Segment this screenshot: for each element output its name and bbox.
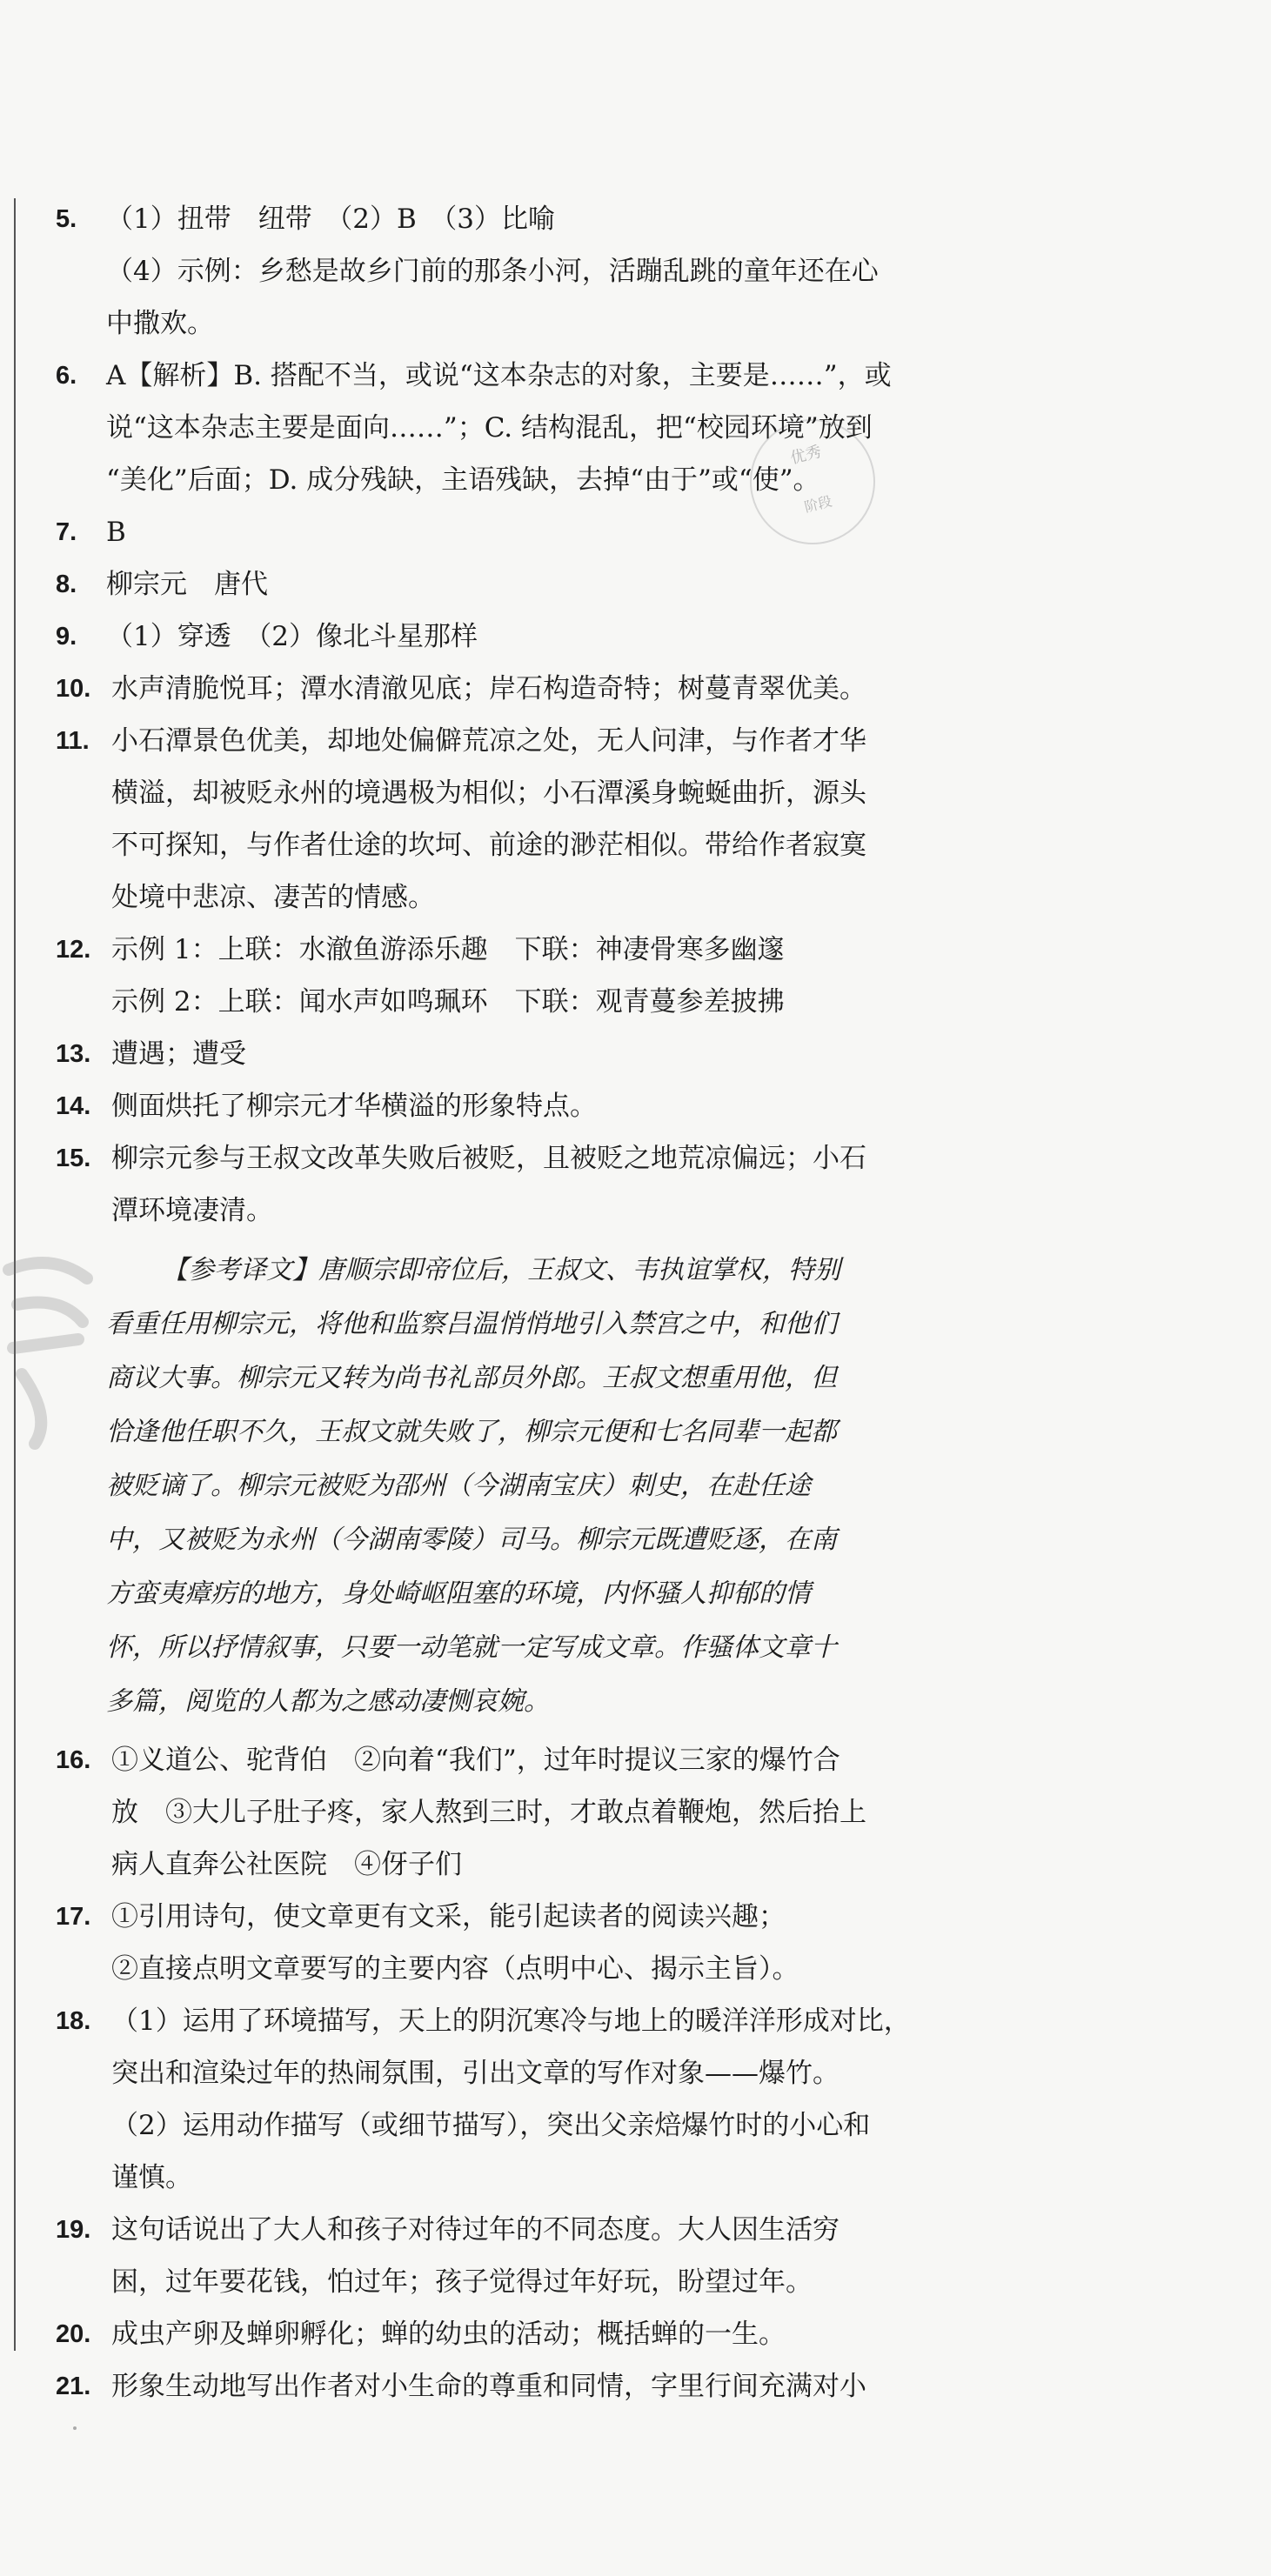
translation-line: 看重任用柳宗元，将他和监察吕温悄悄地引入禁宫之中，和他们: [106, 1309, 837, 1339]
question-number: 6.: [56, 362, 77, 390]
answer-content: [56, 193, 1013, 2412]
answer-item: [56, 558, 1013, 611]
translation-line: 商议大事。柳宗元又转为尚书礼部员外郎。王叔文想重用他，但: [106, 1363, 837, 1393]
answer-line: 不可探知，与作者仕途的坎坷、前途的渺茫相似。带给作者寂寞: [111, 830, 866, 861]
answer-line: 放 ③大儿子肚子疼，家人熬到三时，才敢点着鞭炮，然后抬上: [111, 1797, 866, 1828]
answer-line: 突出和渲染过年的热闹氛围，引出文章的写作对象——爆竹。: [111, 2058, 840, 2089]
question-number: 11.: [56, 727, 90, 755]
question-number: 8.: [56, 571, 77, 598]
answer-line: ①引用诗句，使文章更有文采，能引起读者的阅读兴趣；: [111, 1901, 786, 1932]
answer-item: [56, 350, 1013, 506]
translation-line: 恰逢他任职不久，王叔文就失败了，柳宗元便和七名同辈一起都: [106, 1417, 837, 1447]
question-number: 17.: [56, 1903, 91, 1931]
answer-line: 水声清脆悦耳；潭水清澈见底；岸石构造奇特；树蔓青翠优美。: [111, 673, 866, 704]
answer-line: 成虫产卵及蝉卵孵化；蝉的幼虫的活动；概括蝉的一生。: [111, 2319, 786, 2350]
stamp-text-top: 优秀: [788, 442, 824, 468]
answer-item: [56, 924, 1013, 1028]
translation-line: 中，又被贬为永州（今湖南零陵）司马。柳宗元既遭贬逐，在南: [106, 1525, 837, 1555]
translation-line: 多篇，阅览的人都为之感动凄恻哀婉。: [106, 1686, 550, 1717]
answer-line: 困，过年要花钱，怕过年；孩子觉得过年好玩，盼望过年。: [111, 2266, 813, 2298]
question-number: 18.: [56, 2007, 91, 2035]
answer-line: 遭遇；遭受: [111, 1038, 246, 1070]
answer-line: （4）示例：乡愁是故乡门前的那条小河，活蹦乱跳的童年还在心: [106, 256, 879, 287]
answer-line: 说“这本杂志主要是面向……”；C. 结构混乱，把“校园环境”放到: [106, 412, 873, 444]
answer-line: （2）运用动作描写（或细节描写），突出父亲焙爆竹时的小心和: [111, 2110, 871, 2141]
answer-item: [56, 663, 1013, 715]
answer-line: 处境中悲凉、凄苦的情感。: [111, 882, 435, 913]
answer-line: 示例 2：上联：闻水声如鸣珮环 下联：观青蔓参差披拂: [111, 986, 785, 1018]
answer-line: 中撒欢。: [106, 308, 214, 339]
answer-line: ②直接点明文章要写的主要内容（点明中心、揭示主旨）。: [111, 1953, 799, 1985]
answer-item: [56, 506, 1013, 558]
answer-line: 形象生动地写出作者对小生命的尊重和同情，字里行间充满对小: [111, 2371, 866, 2402]
question-number: 10.: [56, 675, 91, 703]
answer-line: 柳宗元参与王叔文改革失败后被贬，且被贬之地荒凉偏远；小石: [111, 1143, 866, 1174]
answer-item: [56, 715, 1013, 924]
answer-item: [56, 193, 1013, 350]
translation-line: 被贬谪了。柳宗元被贬为邵州（今湖南宝庆）刺史，在赴任途: [106, 1471, 811, 1501]
question-number: 7.: [56, 518, 77, 546]
answer-line: 谨慎。: [111, 2162, 192, 2193]
question-number: 5.: [56, 205, 77, 233]
answer-line: A【解析】B. 搭配不当，或说“这本杂志的对象，主要是……”，或: [106, 360, 892, 391]
translation-line: 【参考译文】唐顺宗即帝位后，王叔文、韦执谊掌权，特别: [162, 1255, 840, 1285]
question-number: 12.: [56, 936, 91, 964]
answer-item: [56, 2204, 1013, 2308]
answer-line: “美化”后面；D. 成分残缺，主语残缺，去掉“由于”或“使”。: [106, 464, 820, 496]
question-number: 9.: [56, 623, 77, 651]
question-number: 16.: [56, 1746, 91, 1774]
answer-item: [56, 1028, 1013, 1080]
answer-line: 示例 1：上联：水澈鱼游添乐趣 下联：神凄骨寒多幽邃: [111, 934, 785, 965]
question-number: 19.: [56, 2216, 91, 2244]
answer-item: [56, 1132, 1013, 1237]
translation-line: 方蛮夷瘴疠的地方，身处崎岖阻塞的环境，内怀骚人抑郁的情: [106, 1578, 811, 1609]
answer-line: 柳宗元 唐代: [106, 569, 268, 600]
answer-line: （1）扭带 纽带 （2）B （3）比喻: [106, 204, 555, 235]
answer-line: 这句话说出了大人和孩子对待过年的不同态度。大人因生活穷: [111, 2214, 840, 2246]
answer-line: 横溢，却被贬永州的境遇极为相似；小石潭溪身蜿蜒曲折，源头: [111, 777, 866, 809]
answer-item: [56, 1734, 1013, 1891]
answer-line: 潭环境凄清。: [111, 1195, 273, 1226]
answer-line: 小石潭景色优美，却地处偏僻荒凉之处，无人问津，与作者才华: [111, 725, 866, 757]
answer-line: ①义道公、驼背伯 ②向着“我们”，过年时提议三家的爆竹合: [111, 1745, 840, 1776]
answer-item: [56, 2308, 1013, 2360]
answer-line: B: [106, 517, 126, 548]
question-number: 15.: [56, 1145, 91, 1172]
translation-line: 怀，所以抒情叙事，只要一动笔就一定写成文章。作骚体文章十: [106, 1632, 837, 1663]
question-number: 13.: [56, 1040, 91, 1068]
question-number: 20.: [56, 2320, 91, 2348]
answer-item: [56, 1995, 1013, 2204]
answer-line: （1）穿透 （2）像北斗星那样: [106, 621, 478, 652]
answer-item: [56, 2360, 1013, 2412]
answer-line: 病人直奔公社医院 ④伢子们: [111, 1849, 462, 1880]
answer-line: （1）运用了环境描写，天上的阴沉寒冷与地上的暖洋洋形成对比，: [111, 2005, 911, 2037]
answer-line: 侧面烘托了柳宗元才华横溢的形象特点。: [111, 1091, 597, 1122]
reference-translation: [56, 1244, 1013, 1729]
question-number: 21.: [56, 2372, 91, 2400]
answer-item: [56, 1080, 1013, 1132]
answer-item: [56, 1891, 1013, 1995]
question-number: 14.: [56, 1092, 91, 1120]
print-speck: [73, 2426, 77, 2430]
stamp-text-bottom: 阶段: [802, 492, 834, 516]
answer-item: [56, 611, 1013, 663]
